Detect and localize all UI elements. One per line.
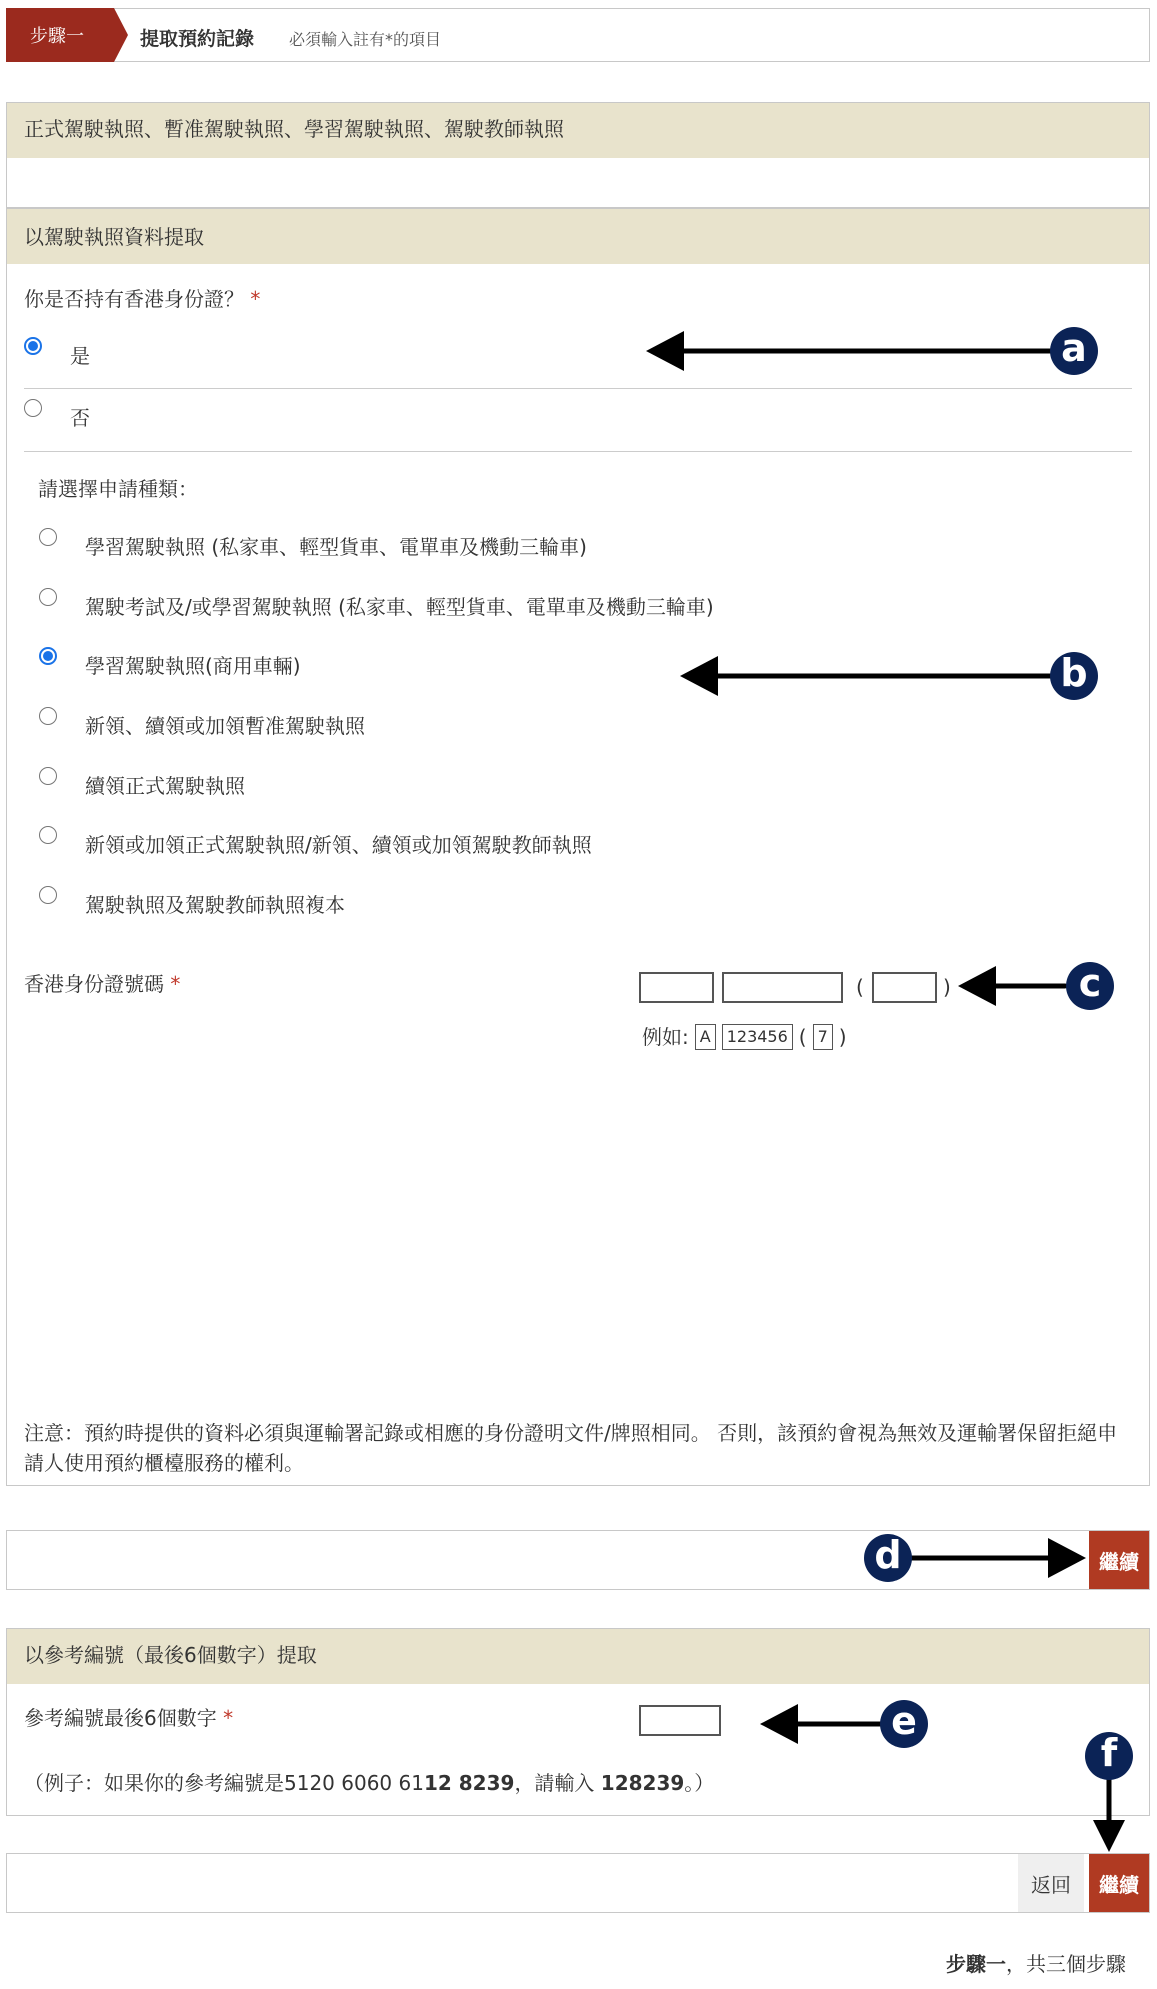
license-types-text: 正式駕駛執照、暫准駕駛執照、學習駕駛執照、駕駛教師執照	[24, 117, 564, 141]
annotation-marker-c: c	[1066, 962, 1114, 1010]
back-button[interactable]: 返回	[1018, 1854, 1084, 1912]
continue-button[interactable]: 繼續	[1089, 1531, 1149, 1589]
radio-app-type-2-label[interactable]: 駕駛考試及/或學習駕駛執照 (私家車、輕型貨車、電單車及機動三輪車)	[85, 595, 714, 619]
hkid-close-paren: )	[943, 975, 951, 999]
step-badge-label: 步驟一	[30, 26, 84, 47]
annotation-marker-f: f	[1085, 1732, 1133, 1780]
application-type-label: 請選擇申請種類：	[38, 477, 198, 501]
required-mark: *	[170, 972, 181, 996]
radio-hkid-no-label[interactable]: 否	[70, 406, 90, 430]
annotation-marker-a: a	[1050, 327, 1098, 375]
notice-text: 注意：預約時提供的資料必須與運輸署記錄或相應的身份證明文件/牌照相同。 否則，該預約會視為無效及運輸署保留拒絕申請人使用預約櫃檯服務的權利。	[24, 1421, 1118, 1475]
reference-example-bold-2: 128239	[600, 1771, 685, 1795]
required-note: 必須輸入註有*的項目	[289, 30, 442, 49]
radio-app-type-7-label[interactable]: 駕駛執照及駕駛教師執照複本	[85, 893, 345, 917]
radio-app-type-4-label[interactable]: 新領、續領或加領暫准駕駛執照	[85, 714, 365, 738]
reference-field-label-text: 參考編號最後6個數字	[24, 1706, 217, 1730]
annotation-marker-b: b	[1050, 652, 1098, 700]
license-section-title: 以駕駛執照資料提取	[24, 225, 204, 249]
annotation-marker-e: e	[880, 1700, 928, 1748]
radio-app-type-1-label[interactable]: 學習駕駛執照 (私家車、輕型貨車、電單車及機動三輪車)	[85, 535, 587, 559]
annotation-marker-d: d	[864, 1534, 912, 1582]
reference-example-suffix: 。）	[684, 1771, 715, 1795]
hkid-label-text: 香港身份證號碼	[24, 972, 164, 996]
reference-example-prefix: （例子：如果你的參考編號是5120 6060 61	[24, 1771, 424, 1795]
reference-section-title: 以參考編號（最後6個數字）提取	[24, 1643, 317, 1667]
hkid-example-check: 7	[813, 1024, 833, 1050]
required-mark: *	[223, 1706, 234, 1730]
hkid-example-close-paren: )	[838, 1024, 847, 1049]
hkid-open-paren: (	[856, 975, 864, 999]
required-mark: *	[250, 287, 261, 311]
step-indicator-current: 步驟一	[946, 1952, 1006, 1976]
radio-app-type-3-label[interactable]: 學習駕駛執照(商用車輛)	[85, 654, 301, 678]
hkid-example-label: 例如:	[642, 1024, 689, 1049]
continue-button[interactable]: 繼續	[1089, 1854, 1149, 1912]
hkid-example-open-paren: (	[798, 1024, 807, 1049]
radio-hkid-yes-label[interactable]: 是	[70, 344, 90, 368]
page-title: 提取預約記錄	[140, 28, 255, 50]
reference-example-mid: ，請輸入	[514, 1771, 601, 1795]
hkid-example-letter: A	[695, 1024, 716, 1050]
hkid-question-text: 你是否持有香港身份證？	[24, 287, 244, 311]
radio-app-type-6-label[interactable]: 新領或加領正式駕駛執照/新領、續領或加領駕駛教師執照	[85, 833, 592, 857]
step-indicator-rest: ，共三個步驟	[1006, 1952, 1126, 1976]
hkid-example-digits: 123456	[722, 1024, 793, 1050]
radio-app-type-5-label[interactable]: 續領正式駕駛執照	[85, 774, 245, 798]
reference-example-bold-1: 12 8239	[423, 1771, 515, 1795]
